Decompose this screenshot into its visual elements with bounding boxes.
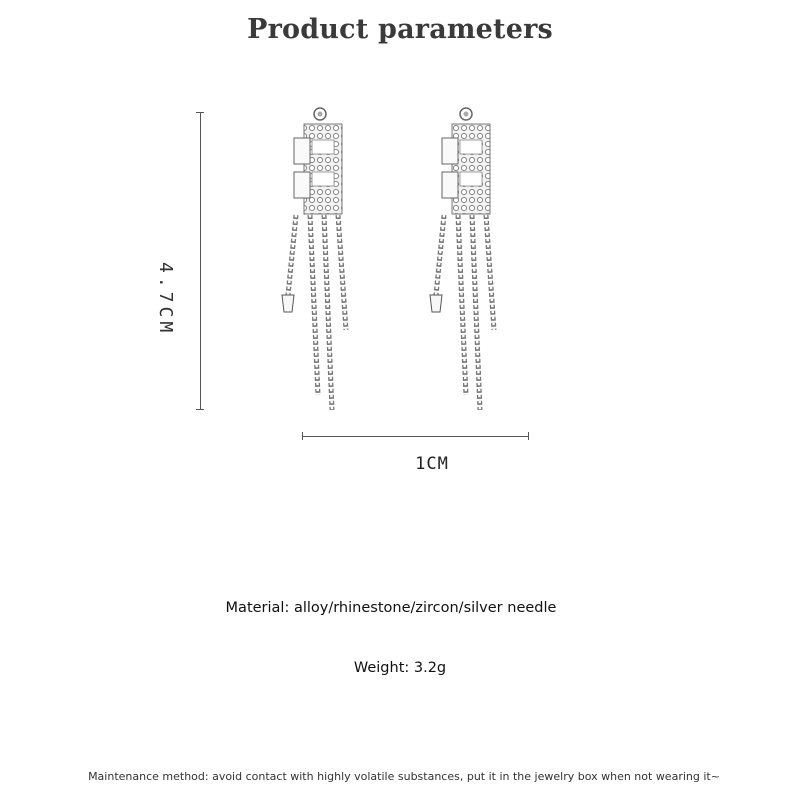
page-title: Product parameters <box>247 14 553 45</box>
maintenance-text: Maintenance method: avoid contact with highly volatile substances, put it in the jewelry box when not wearing it~ <box>88 770 720 783</box>
height-dimension-line <box>200 112 201 410</box>
width-dimension-tick-left <box>302 432 303 440</box>
weight-text: Weight: 3.2g <box>353 660 447 676</box>
material-text: Material: alloy/rhinestone/zircon/silver needle <box>225 600 557 616</box>
width-dimension-tick-right <box>528 432 529 440</box>
height-dimension-tick-top <box>196 112 204 113</box>
earring-image-left <box>268 100 368 420</box>
width-dimension-line <box>302 436 528 437</box>
earring-image-right <box>420 100 520 420</box>
height-dimension-tick-bottom <box>196 409 204 410</box>
height-dimension-label: 4.7CM <box>155 262 176 337</box>
width-dimension-label: 1CM <box>415 454 449 474</box>
